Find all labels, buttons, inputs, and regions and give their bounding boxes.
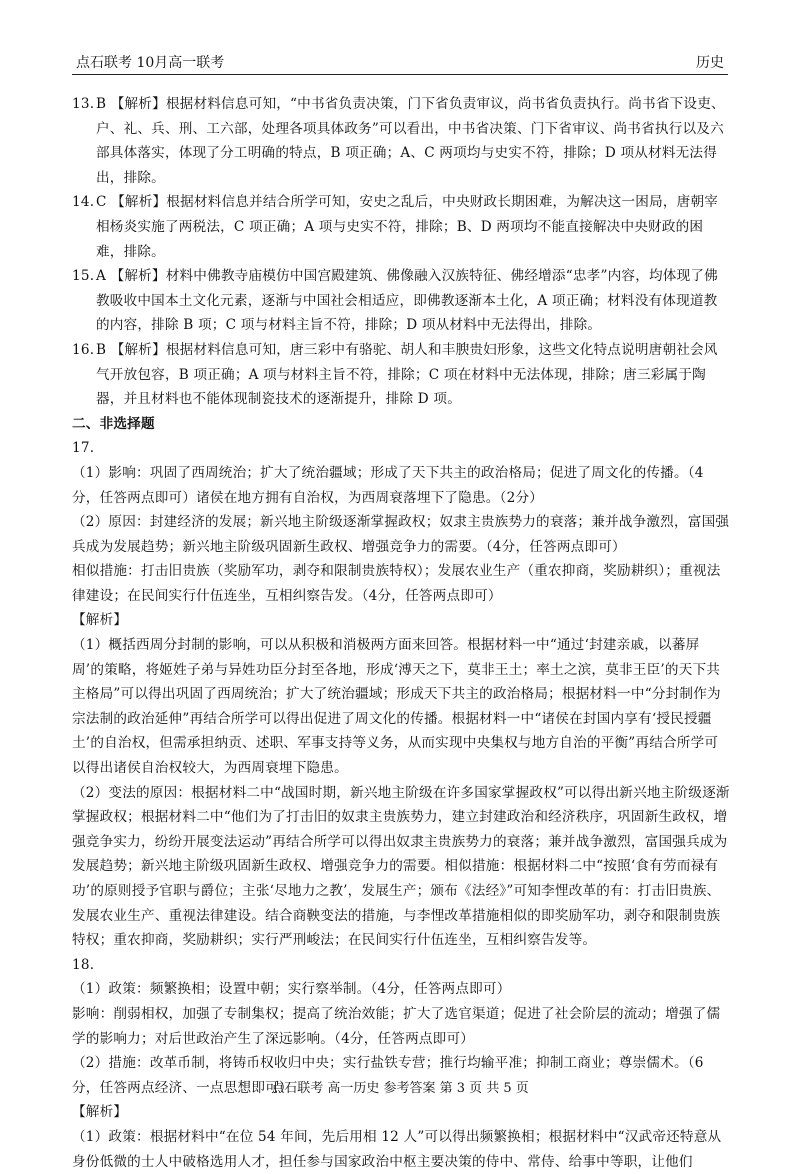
answer-content — [72, 92, 730, 1174]
q18-measures-answer: （2）措施：改革币制，将铸币权收归中央；实行盐铁专营；推行均输平准；抑制工商业；尊崇儒术。（6分，任答两点经济、一点思想即可） — [72, 1055, 704, 1096]
q18-impact-answer: 影响：削弱相权，加强了专制集权；提高了统治效能；扩大了选官渠道；促进了社会阶层的流动；增强了儒学的影响力；对后世政治产生了深远影响。（4分，任答两点即可） — [72, 1005, 721, 1047]
q17-part2-answer: （2）原因：封建经济的发展；新兴地主阶级逐渐掌握政权；奴隶主贵族势力的衰落；兼并战争激烈，富国强兵成为发展趋势；新兴地主阶级巩固新生政权、增强竞争力的需要。（4分，任答两点即可） — [72, 514, 730, 555]
question-answer-text: A 【解析】材料中佛教寺庙模仿中国宫殿建筑、佛像融入汉族特征、佛经增添“忠孝”内容，均体现了佛教吸收中国本土文化元素，逐渐与中国社会相适应，即佛教逐渐本土化，A 项正确；材料没有体现道教的内容，排除 B 项；C 项与材料主旨不符，排除；D 项从材料中无法得出，排除。 — [96, 268, 718, 334]
page-footer: 点石联考 高一历史 参考答案 第 3 页 共 5 页 — [271, 1081, 529, 1096]
q18-analysis-part1: （1）政策：根据材料中“在位 54 年间，先后用相 12 人”可以得出频繁换相；根据材料中“汉武帝还特意从身份低微的士人中破格选用人才，担任参与国家政治中枢主要决策的侍中、常侍、给事中等职，让他们 — [72, 1128, 722, 1170]
header-subject: 历史 — [696, 55, 724, 71]
question-14 — [72, 190, 730, 264]
header-exam-title: 点石联考 10月高一联考 — [76, 55, 225, 71]
q17-analysis-part2: （2）变法的原因：根据材料二中“战国时期，新兴地主阶级在许多国家掌握政权”可以得出新兴地主阶级逐渐掌握政权；根据材料二中“他们为了打击旧的奴隶主贵族势力，建立封建政治和经济秩序，巩固新生政权，增强竞争实力，纷纷开展变法运动”再结合所学可以得出奴隶主贵族势力的衰落；兼并战争激烈，富国强兵成为发展趋势；新兴地主阶级巩固新生政权、增强竞争力的需要。相似措施：根据材料二中“按照‘食有劳而禄有功’的原则授予官职与爵位；主张‘尽地力之教’，发展生产；颁布《法经》”可知李悝改革的有：打击旧贵族、发展农业生产、重视法律建设。结合商鞅变法的措施，与李悝改革措施相似的即奖励军功，剥夺和限制贵族特权；重农抑商，奖励耕织；实行严刑峻法；在民间实行什伍连坐，互相纠察告发等。 — [72, 784, 730, 949]
question-number: 15. — [72, 268, 95, 285]
question-answer-text: B 【解析】根据材料信息可知，“中书省负责决策，门下省负责审议，尚书省负责执行。尚书省下设吏、户、礼、兵、刑、工六部，处理各项具体政务”可以看出，中书省决策、门下省审议、尚书省执行以及六部具体落实，体现了分工明确的特点，B 项正确；A、C 两项均与史实不符，排除；D 项从材料无法得出，排除。 — [96, 96, 725, 186]
question-17-number: 17. — [72, 440, 95, 457]
question-answer-text: C 【解析】根据材料信息并结合所学可知，安史之乱后，中央财政长期困难，为解决这一困局，唐朝宰相杨炎实施了两税法，C 项正确；A 项与史实不符，排除；B、D 两项均不能直接解决中央财政的困难，排除。 — [96, 194, 719, 260]
q18-policy-answer: （1）政策：频繁换相；设置中朝；实行察举制。（4分，任答两点即可） — [72, 981, 511, 998]
q17-analysis-part1: （1）概括西周分封制的影响，可以从积极和消极两方面来回答。根据材料一中“通过‘封建亲戚，以蕃屏周’的策略，将姬姓子弟与异姓功臣分封至各地，形成‘溥天之下，莫非王土；率土之滨，莫非王臣’的天下共主格局”可以得出巩固了西周统治；扩大了统治疆域；形成天下共主的政治格局；根据材料一中“分封制作为宗法制的政治延伸”再结合所学可以得出促进了周文化的传播。根据材料一中“诸侯在封国内享有‘授民授疆土’的自治权，但需承担纳贡、述职、军事支持等义务，从而实现中央集权与地方自治的平衡”再结合所学可以得出诸侯自治权较大，为西周衰埋下隐患。 — [72, 637, 721, 777]
question-number: 13. — [72, 96, 95, 112]
question-13 — [72, 92, 730, 190]
page-header — [72, 52, 728, 75]
question-number: 14. — [72, 194, 95, 211]
q17-part1-answer: （1）影响：巩固了西周统治；扩大了统治疆域；形成了天下共主的政治格局；促进了周文化的传播。（4分，任答两点即可）诸侯在地方拥有自治权，为西周衰落埋下了隐患。（2分） — [72, 464, 704, 506]
section-heading: 二、非选择题 — [72, 415, 155, 432]
question-answer-text: B 【解析】根据材料信息可知，唐三彩中有骆驼、胡人和丰腴贵妇形象，这些文化特点说明唐朝社会风气开放包容，B 项正确；A 项与材料主旨不符，排除；C 项在材料中无法体现，排除；唐三彩属于陶器，并且材料也不能体现制瓷技术的逐渐提升，排除 D 项。 — [96, 341, 718, 408]
question-15 — [72, 264, 730, 338]
q17-similar-measures: 相似措施：打击旧贵族（奖励军功，剥夺和限制贵族特权）；发展农业生产（重农抑商，奖励耕织）；重视法律建设；在民间实行什伍连坐，互相纠察告发。（4分，任答两点即可） — [72, 563, 721, 604]
q17-analysis-label: 【解析】 — [72, 612, 128, 629]
q18-analysis-label: 【解析】 — [72, 1104, 128, 1121]
question-number: 16. — [72, 341, 95, 358]
question-16 — [72, 338, 730, 412]
question-18-number: 18. — [72, 956, 95, 973]
